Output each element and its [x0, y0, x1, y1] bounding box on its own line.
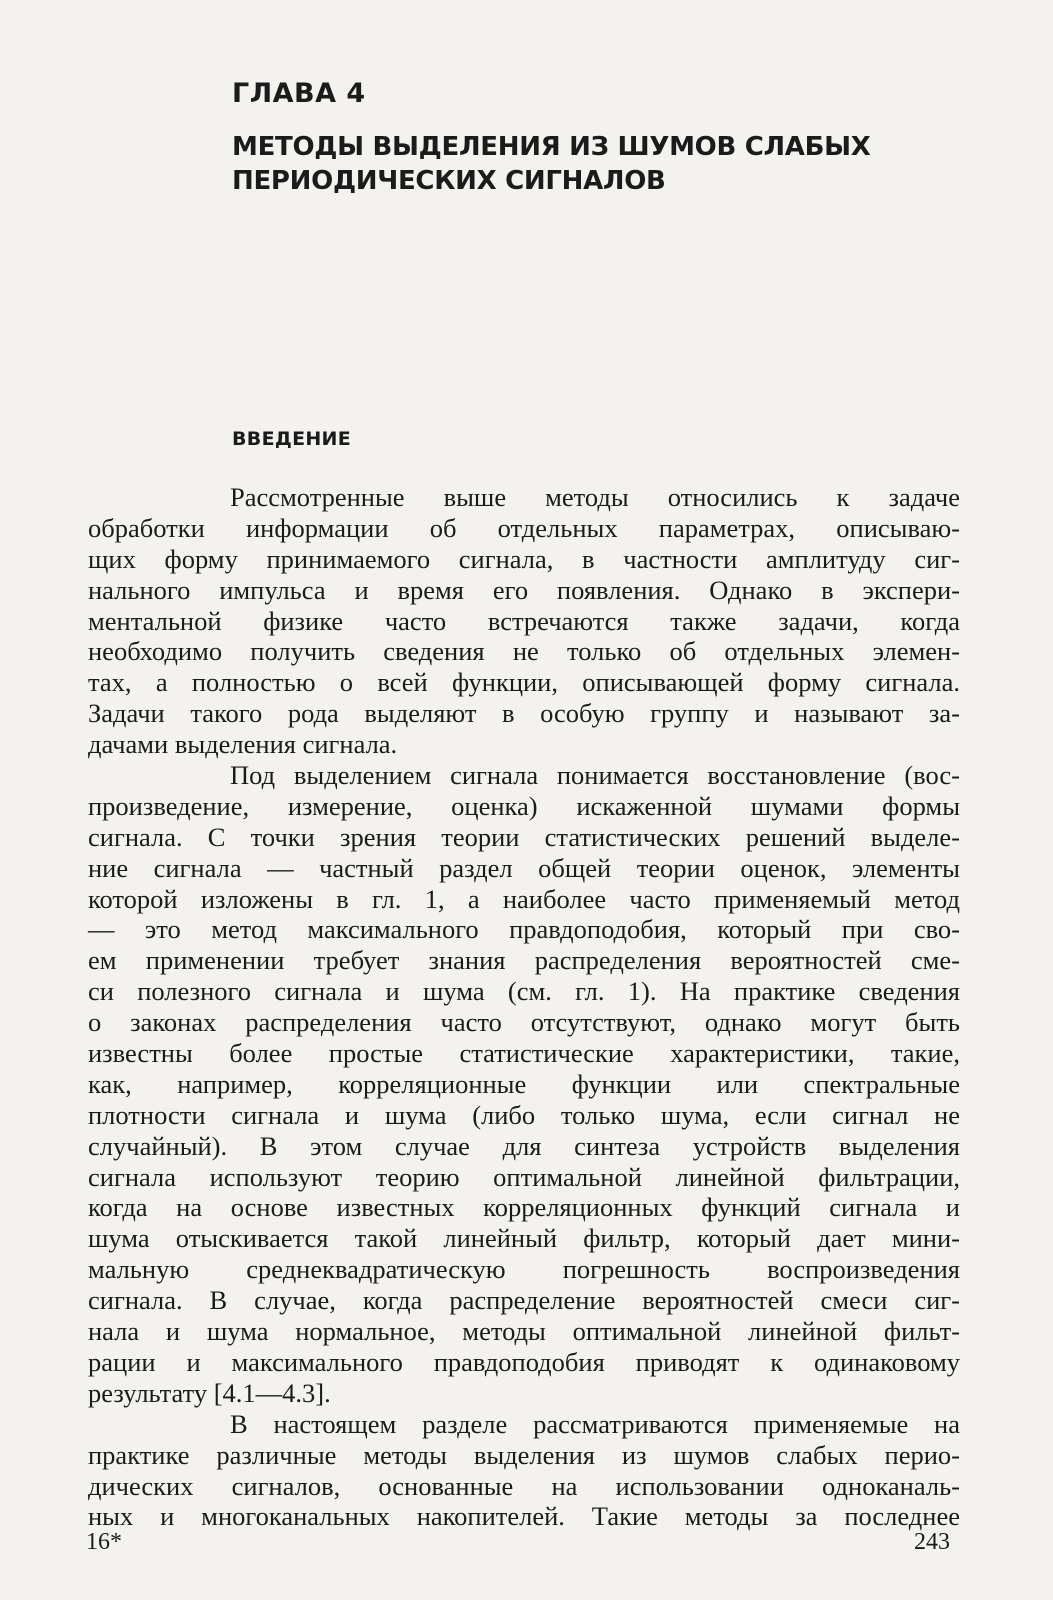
paragraph-2-line: о законах распределения часто отсутствуют, однако могут быть	[88, 1007, 960, 1038]
paragraph-3-line: дических сигналов, основанные на использовании одноканаль-	[88, 1470, 960, 1501]
paragraph-1-line: ментальной физике часто встречаются также задачи, когда	[88, 605, 960, 636]
paragraph-2-line: шума отыскивается такой линейный фильтр, который дает мини-	[88, 1223, 960, 1254]
paragraph-3-line: ных и многоканальных накопителей. Такие методы за последнее	[88, 1501, 960, 1532]
paragraph-3-line: В настоящем разделе рассматриваются применяемые на	[230, 1408, 960, 1439]
paragraph-1-line: нального импульса и время его появления. Однако в экспери-	[88, 574, 960, 605]
chapter-title-line: ПЕРИОДИЧЕСКИХ СИГНАЛОВ	[232, 166, 666, 196]
paragraph-2-line: сигнала. С точки зрения теории статистических решений выделе-	[88, 821, 960, 852]
paragraph-2-line: Под выделением сигнала понимается восстановление (вос-	[230, 760, 960, 791]
paragraph-2-line: си полезного сигнала и шума (см. гл. 1). На практике сведения	[88, 976, 960, 1007]
paragraph-1-line: щих форму принимаемого сигнала, в частности амплитуду сиг-	[88, 543, 960, 574]
paragraph-3-line: практике различные методы выделения из шумов слабых перио-	[88, 1439, 960, 1470]
paragraph-2-line: результату [4.1—4.3].	[88, 1377, 331, 1408]
page-number: 243	[914, 1529, 950, 1555]
chapter-label: ГЛАВА 4	[232, 78, 366, 109]
paragraph-2-line: сигнала используют теорию оптимальной линейной фильтрации,	[88, 1161, 960, 1192]
paragraph-1-line: необходимо получить сведения не только об отдельных элемен-	[88, 636, 960, 667]
paragraph-2-line: нала и шума нормальное, методы оптимальной линейной фильт-	[88, 1316, 960, 1347]
paragraph-2-line: произведение, измерение, оценка) искаженной шумами формы	[88, 790, 960, 821]
paragraph-2-line: рации и максимального правдоподобия приводят к одинаковому	[88, 1346, 960, 1377]
paragraph-2-line: известны более простые статистические характеристики, такие,	[88, 1038, 960, 1069]
signature-mark: 16*	[86, 1529, 122, 1555]
paragraph-2-line: как, например, корреляционные функции или спектральные	[88, 1068, 960, 1099]
paragraph-2-line: сигнала. В случае, когда распределение вероятностей смеси сиг-	[88, 1285, 960, 1316]
section-title: ВВЕДЕНИЕ	[232, 428, 352, 450]
paragraph-2-line: ем применении требует знания распределения вероятностей сме-	[88, 945, 960, 976]
paragraph-2-line: которой изложены в гл. 1, а наиболее часто применяемый метод	[88, 883, 960, 914]
body-text	[88, 482, 960, 1532]
paragraph-2-line: ние сигнала — частный раздел общей теории оценок, элементы	[88, 852, 960, 883]
paragraph-2-line: — это метод максимального правдоподобия, который при сво-	[88, 914, 960, 945]
paragraph-1-line: Рассмотренные выше методы относились к задаче	[230, 482, 960, 512]
chapter-title-line: МЕТОДЫ ВЫДЕЛЕНИЯ ИЗ ШУМОВ СЛАБЫХ	[232, 132, 871, 162]
paragraph-1-line: тах, а полностью о всей функции, описывающей форму сигнала.	[88, 667, 960, 698]
paragraph-1-line: Задачи такого рода выделяют в особую группу и называют за-	[88, 698, 960, 729]
chapter-title	[232, 130, 972, 198]
paragraph-2-line: мальную среднеквадратическую погрешность воспроизведения	[88, 1254, 960, 1285]
paragraph-1-line: обработки информации об отдельных параметрах, описываю-	[88, 512, 960, 543]
paragraph-2-line: плотности сигнала и шума (либо только шума, если сигнал не	[88, 1099, 960, 1130]
paragraph-1-line: дачами выделения сигнала.	[88, 729, 398, 760]
paragraph-2-line: случайный). В этом случае для синтеза устройств выделения	[88, 1130, 960, 1161]
paragraph-2-line: когда на основе известных корреляционных функций сигнала и	[88, 1192, 960, 1223]
